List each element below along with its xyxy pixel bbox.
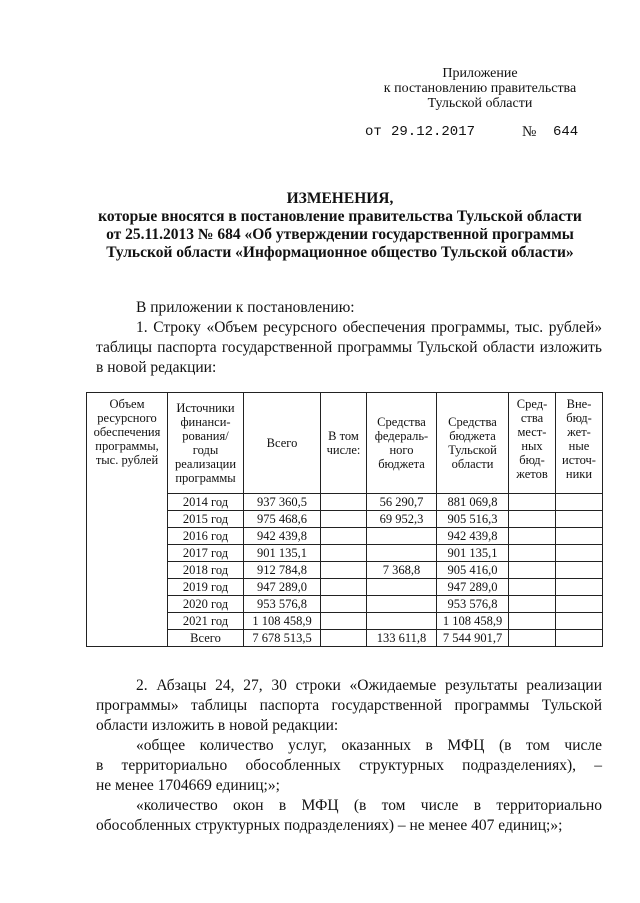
item-2-text: 2. Абзацы 24, 27, 30 строки «Ожидаемые результаты реализации программы» таблицы паспорта государственной программы Тульской области изложить в новой редакции:: [96, 677, 602, 734]
local-cell: [509, 528, 556, 545]
quote-1-line-1: «общее количество услуг, оказанных в МФЦ (в том числе: [136, 737, 602, 754]
local-cell: [509, 630, 556, 647]
including-cell: [321, 545, 367, 562]
header-sources: Источники финанси-рования/ годы реализации программы: [168, 393, 244, 494]
heading-line-2: от 25.11.2013 № 684 «Об утверждении государственной программы: [106, 226, 574, 243]
regional-cell: 901 135,1: [437, 545, 509, 562]
federal-cell: [367, 596, 437, 613]
federal-cell: 133 611,8: [367, 630, 437, 647]
year-cell: 2015 год: [168, 511, 244, 528]
extrabudget-cell: [556, 545, 603, 562]
extrabudget-cell: [556, 528, 603, 545]
extrabudget-cell: [556, 511, 603, 528]
regional-cell: 881 069,8: [437, 494, 509, 511]
federal-cell: 56 290,7: [367, 494, 437, 511]
decree-from-label: от: [365, 124, 382, 140]
local-cell: [509, 494, 556, 511]
extrabudget-cell: [556, 562, 603, 579]
item-1-text: 1. Строку «Объем ресурсного обеспечения программы, тыс. рублей» таблицы паспорта государственной программы Тульской области изложить в новой редакции:: [96, 319, 602, 376]
year-cell: 2014 год: [168, 494, 244, 511]
total-cell: 953 576,8: [244, 596, 321, 613]
extrabudget-cell: [556, 613, 603, 630]
local-cell: [509, 596, 556, 613]
total-cell: 975 468,6: [244, 511, 321, 528]
including-cell: [321, 511, 367, 528]
extrabudget-cell: [556, 579, 603, 596]
including-cell: [321, 562, 367, 579]
year-cell: 2016 год: [168, 528, 244, 545]
header-total: Всего: [244, 393, 321, 494]
federal-cell: [367, 545, 437, 562]
including-cell: [321, 579, 367, 596]
total-cell: 912 784,8: [244, 562, 321, 579]
regional-cell: 947 289,0: [437, 579, 509, 596]
total-cell: 1 108 458,9: [244, 613, 321, 630]
intro-line: В приложении к постановлению:: [136, 299, 355, 316]
including-cell: [321, 613, 367, 630]
local-cell: [509, 511, 556, 528]
resource-table: [86, 392, 603, 647]
including-cell: [321, 494, 367, 511]
regional-cell: 905 516,3: [437, 511, 509, 528]
row-header-cell: Объем ресурсного обеспечения программы, тыс. рублей: [87, 393, 168, 647]
heading-line-3: Тульской области «Информационное общество Тульской области»: [106, 244, 574, 261]
regional-cell: 942 439,8: [437, 528, 509, 545]
federal-cell: [367, 579, 437, 596]
appendix-line-2: к постановлению правительства: [383, 81, 577, 96]
year-cell: Всего: [168, 630, 244, 647]
appendix-line-3: Тульской области: [427, 96, 533, 111]
decree-date: 29.12.2017: [391, 124, 476, 140]
header-federal: Средства федераль-ного бюджета: [367, 393, 437, 494]
regional-cell: 1 108 458,9: [437, 613, 509, 630]
including-cell: [321, 596, 367, 613]
including-cell: [321, 630, 367, 647]
header-regional: Средства бюджета Тульской области: [437, 393, 509, 494]
federal-cell: 7 368,8: [367, 562, 437, 579]
document-heading: [60, 190, 620, 262]
total-cell: 937 360,5: [244, 494, 321, 511]
decree-number-sign: №: [522, 124, 537, 140]
extrabudget-cell: [556, 596, 603, 613]
header-local: Сред-ства мест-ных бюд-жетов: [509, 393, 556, 494]
regional-cell: 7 544 901,7: [437, 630, 509, 647]
quote-2-text: «количество окон в МФЦ (в том числе в территориально обособленных структурных подразделениях) – не менее 407 единиц;»;: [96, 797, 602, 834]
federal-cell: [367, 613, 437, 630]
total-cell: 947 289,0: [244, 579, 321, 596]
heading-title: ИЗМЕНЕНИЯ,: [286, 190, 394, 207]
local-cell: [509, 613, 556, 630]
quote-1-line-3: не менее 1704669 единиц;»;: [96, 777, 280, 794]
total-cell: 7 678 513,5: [244, 630, 321, 647]
local-cell: [509, 579, 556, 596]
federal-cell: 69 952,3: [367, 511, 437, 528]
regional-cell: 953 576,8: [437, 596, 509, 613]
year-cell: 2019 год: [168, 579, 244, 596]
heading-line-1: которые вносятся в постановление правительства Тульской области: [98, 208, 582, 225]
year-cell: 2021 год: [168, 613, 244, 630]
header-extrabudget: Вне-бюд-жет-ные источ-ники: [556, 393, 603, 494]
extrabudget-cell: [556, 494, 603, 511]
appendix-block: [330, 66, 630, 111]
local-cell: [509, 562, 556, 579]
year-cell: 2017 год: [168, 545, 244, 562]
total-cell: 942 439,8: [244, 528, 321, 545]
decree-number: 644: [553, 124, 579, 140]
quote-1-line-2: в территориально обособленных структурных подразделениях), –: [96, 757, 602, 774]
federal-cell: [367, 528, 437, 545]
including-cell: [321, 528, 367, 545]
header-including: В том числе:: [321, 393, 367, 494]
table-header-row: [87, 393, 603, 494]
year-cell: 2020 год: [168, 596, 244, 613]
total-cell: 901 135,1: [244, 545, 321, 562]
year-cell: 2018 год: [168, 562, 244, 579]
appendix-title: Приложение: [442, 66, 518, 81]
local-cell: [509, 545, 556, 562]
regional-cell: 905 416,0: [437, 562, 509, 579]
extrabudget-cell: [556, 630, 603, 647]
